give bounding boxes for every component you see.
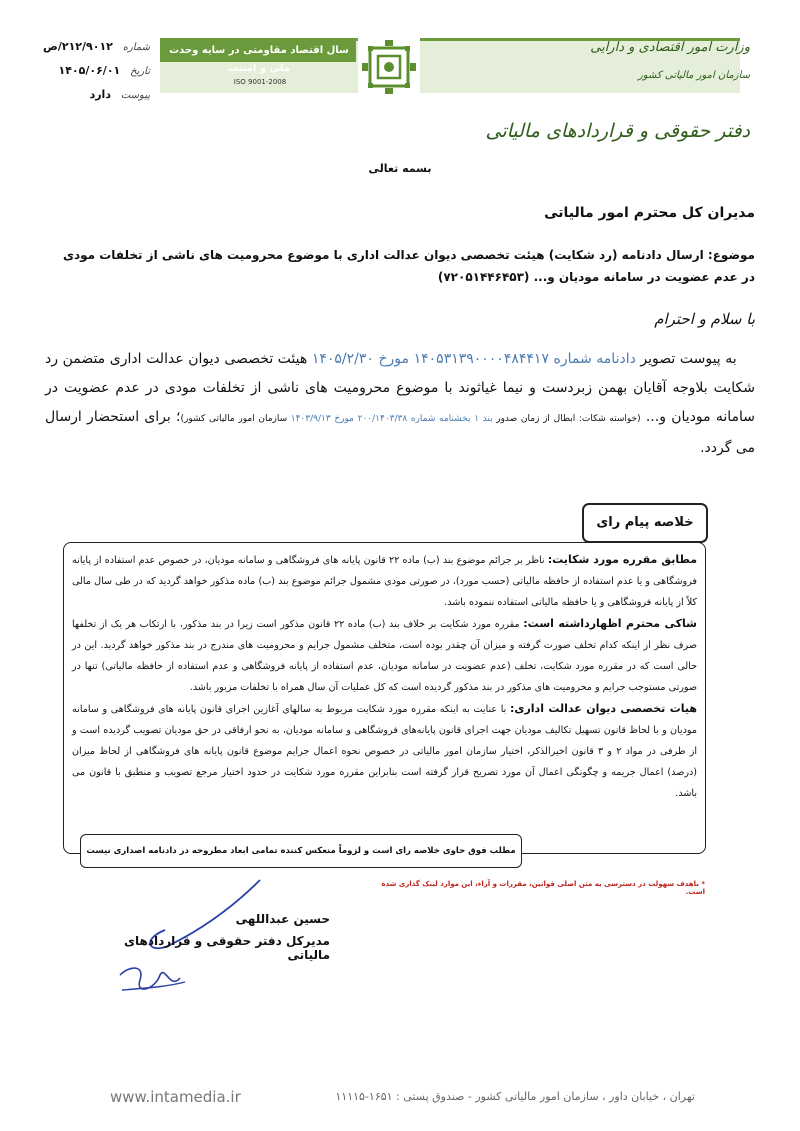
date-value: ۱۴۰۵/۰۶/۰۱ <box>58 64 121 77</box>
summary-section2-heading: شاکی محترم اظهارداشته است: <box>523 617 697 630</box>
summary-section3-heading: هیات تخصصی دیوان عدالت اداری: <box>509 702 697 715</box>
tax-organization-logo-icon <box>358 36 420 98</box>
summary-note: مطلب فوق حاوی خلاصه رای است و لزوماً منعکس کننده تمامی ابعاد مطروحه در دادنامه اصداری نیست <box>80 834 522 868</box>
verdict-link[interactable]: دادنامه شماره ۱۴۰۵۳۱۳۹۰۰۰۰۴۸۴۴۱۷ مورخ ۱۴۰۵/۲/۳۰ <box>311 351 636 367</box>
attachment-label: پیوست <box>120 90 150 101</box>
iso-label: ISO 9001-2008 <box>233 78 287 86</box>
number-label: شماره <box>122 42 150 53</box>
organization-name: سازمان امور مالیاتی کشور <box>638 70 750 81</box>
letter-body <box>45 345 755 463</box>
signatory-name: حسین عبداللهی <box>235 912 330 926</box>
footer-address: تهران ، خیابان داور ، سازمان امور مالیاتی کشور - صندوق پستی : ۱۶۵۱-۱۱۱۱۵ <box>335 1090 695 1103</box>
recipient: مدیران کل محترم امور مالیاتی <box>544 205 755 221</box>
summary-section3-text: با عنایت به اینکه مقرره مورد شکایت مربوط به سالهای آغازین اجرای قانون پایانه های فروشگاهی و سامانه مودیان و با لحاظ قانون تسهیل تکالیف مودیان جهت اجرای قانون پایانه‌های فروشگاهی و سامانه مودیان، به نحو ارفاقی در حق مودیان تصویب گردیده است و از طرفی در مواد ۲ و ۳ قانون اخیرالذکر، اختیار سازمان امور مالیاتی در خصوص نحوه اعمال جرایم موضوع قانون پایانه های فروشگاهی از لحاظ میزان (درصد) اعمال جریمه و چگونگی اعمال آن مورد تصریح قرار گرفته است بنابراین مقرره مورد شکایت در حدود اختیار مرجع تصویب و منطبق با قانون می باشد. <box>72 704 698 799</box>
body-main: هیئت تخصصی دیوان عدالت اداری متضمن رد شکایت بلاوجه آقایان بهمن زبردست و نیما غیاثوند با موضوع محرومیت های ناشی از تخلفات مودی در عدم عضویت در سامانه مودیان و... <box>45 351 755 425</box>
summary-box <box>63 542 706 854</box>
letter-number <box>40 40 150 53</box>
summary-section1-text: ناظر بر جرائم موضوع بند (ب) ماده ۲۲ قانون پایانه های فروشگاهی و سامانه مودیان، در خصوص عدم استفاده از پایانه فروشگاهی و یا عدم استفاده از حافظه مالیاتی (حسب مورد)، در صورتی مودی مشمول جرائم موضوع بند (ب) ماده مذکور خواهد گردید که در طی سال مالی کلاً از پایانه فروشگاهی و یا حافظه مالیاتی استفاده ننموده باشد. <box>72 555 697 608</box>
body-closing: ؛ برای استحضار ارسال می گردد. <box>45 409 755 456</box>
signatory-title: مدیرکل دفتر حقوقی و قراردادهای مالیاتی <box>124 934 330 962</box>
ministry-name: وزارت امور اقتصادی و دارایی <box>590 40 750 55</box>
summary-section2-text: مقرره مورد شکایت بر خلاف بند (ب) ماده ۲۲ قانون مذکور است زیرا در بند مذکور، با ارتکاب هر یک از تخلفها صرف نظر از اینکه کدام تخلف صورت گرفته و میزان آن چقدر بوده است، متخلف مشمول جرایم و محرومیت های مندرج در بند مذکور خواهد گردید. این در حالی است که در مقرره مورد شکایت، تخلف (عدم عضویت در سامانه مودیان، عدم استفاده از پایانه فروشگاهی و عدم استفاده از حافظه مالیاتی) تنها در صورتی مستوجب جرایم و محرومیت های مذکور در بند مذکور گردیده است که کل عملیات آن سال همراه با تخلفات مزبور باشد. <box>72 619 697 693</box>
body-request-post: سازمان امور مالیاتی کشور) <box>180 414 291 424</box>
basmala: بسمه تعالی <box>368 162 432 175</box>
circular-link[interactable]: بند ۱ بخشنامه شماره ۲۰۰/۱۴۰۳/۳۸ مورخ ۱۴۰۳/۹/۱۳ <box>290 414 493 424</box>
header-slogan: سال اقتصاد مقاومتی در سایه وحدت ملی و امنیت <box>169 45 349 74</box>
greeting: با سلام و احترام <box>654 310 755 328</box>
footer-website[interactable]: www.intamedia.ir <box>110 1088 241 1106</box>
link-disclaimer: * باهدف سهولت در دسترسی به متن اصلی قوانین، مقررات و آراء، این موارد لینک گذاری شده است. <box>381 880 705 896</box>
number-value: ۲۱۲/۹۰۱۲/ص <box>43 40 113 53</box>
attachment-value: دارد <box>89 88 111 101</box>
body-request-pre: (خواسته شکات: ابطال از زمان صدور <box>492 414 641 424</box>
summary-title: خلاصه پیام رای <box>582 503 708 543</box>
summary-section1-heading: مطابق مقرره مورد شکایت: <box>547 553 697 566</box>
subject: موضوع: ارسال دادنامه (رد شکایت) هیئت تخصصی دیوان عدالت اداری با موضوع محرومیت های ناشی از تخلفات مودی در عدم عضویت در سامانه مودیان و... (۷۲۰۵۱۴۴۶۴۵۳) <box>62 248 755 284</box>
office-name: دفتر حقوقی و قراردادهای مالیاتی <box>485 120 750 142</box>
letter-attachment <box>40 88 150 101</box>
body-intro: به پیوست تصویر <box>640 351 737 367</box>
letter-date <box>40 64 150 77</box>
date-label: تاریخ <box>130 66 150 77</box>
